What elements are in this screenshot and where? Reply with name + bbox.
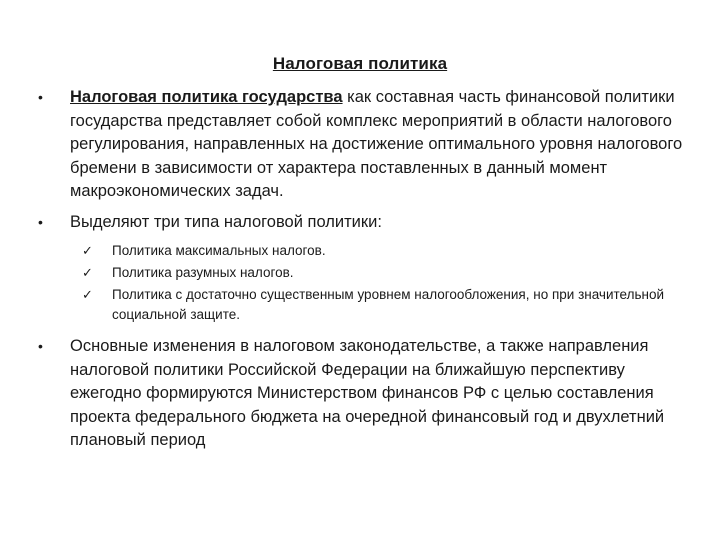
bullet-text: Основные изменения в налоговом законодательстве, а также направления налоговой политики Российской Федерации на ближайшую перспективу ежегодно формируются Министерством финансов РФ с целью составления проекта федерального бюджета на очередной финансовый год и двухлетний плановый период bbox=[70, 337, 665, 449]
bullet-icon: • bbox=[38, 213, 43, 230]
list-item bbox=[38, 263, 688, 283]
checkmark-icon: ✓ bbox=[82, 287, 93, 302]
checkmark-icon: ✓ bbox=[82, 265, 93, 280]
bullet-text: как составная часть финансовой политики государства представляет собой комплекс мероприятий в области налогового регулирования, направленных на достижение оптимального уровня налогового бремени в зависимости от характера поставленных в данный момент макроэкономических задач. bbox=[70, 88, 683, 200]
bullet-item bbox=[38, 335, 688, 453]
list-item bbox=[38, 285, 688, 325]
bullet-item bbox=[38, 86, 688, 204]
bullet-term: Налоговая политика государства bbox=[70, 88, 343, 106]
slide-content bbox=[38, 86, 688, 460]
bullet-item bbox=[38, 211, 688, 235]
policy-type-list bbox=[38, 241, 688, 325]
list-item-text: Политика с достаточно существенным уровнем налогообложения, но при значительной социальной защите. bbox=[112, 287, 665, 322]
list-item-text: Политика максимальных налогов. bbox=[112, 243, 326, 258]
list-item bbox=[38, 241, 688, 261]
bullet-icon: • bbox=[38, 89, 43, 105]
bullet-icon: • bbox=[38, 338, 43, 354]
bullet-text: Выделяют три типа налоговой политики: bbox=[70, 212, 382, 231]
slide-title: Налоговая политика bbox=[272, 54, 448, 73]
list-item-text: Политика разумных налогов. bbox=[112, 265, 294, 280]
checkmark-icon: ✓ bbox=[82, 243, 93, 258]
